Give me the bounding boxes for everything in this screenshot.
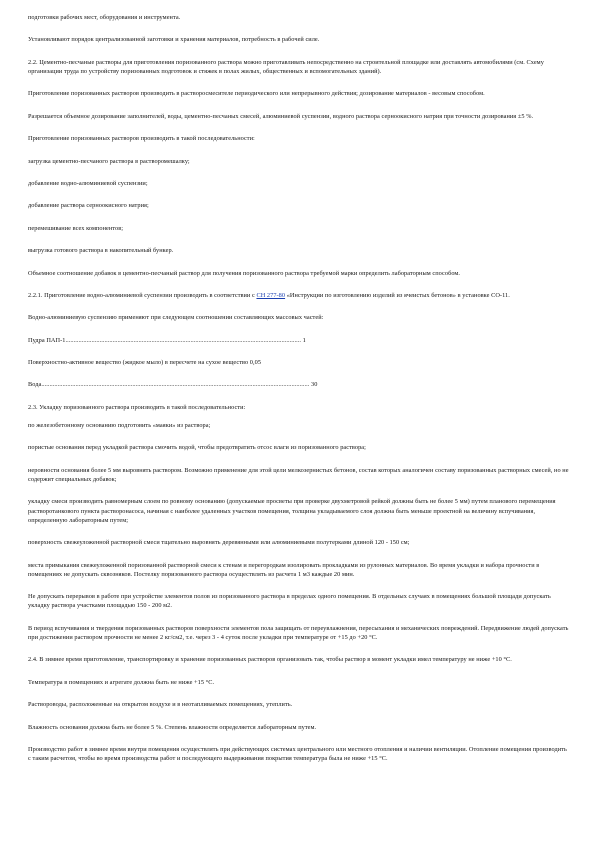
paragraph: Температура в помещениях и агрегате должна быть не ниже +15 °С.: [28, 678, 215, 686]
paragraph: Поверхностно-активное вещество (жидкое мыло) в пересчете на сухое вещество 0,05: [28, 359, 262, 367]
paragraph: 2.2. Цементно-песчаные растворы для приготовления поризованного раствора можно приготавливать непосредственно на строительной площадке или доставлять автомобилями (см. Схему организации труда по устройству поризованных подготовок и стяжек в полах жилых, общественных и вспомогательных зданий).: [28, 58, 544, 75]
paragraph: В период вспучивания и твердения поризованных растворов поверхности элементов пола защищать от переувлажнения, пересыхания и механических повреждений. Передвижение людей допускать при достижении раствором прочности не менее 2 кг/см2, т.е. через 3 - 4 суток после укладки при температуре от +15 до +20 °С.: [28, 624, 569, 641]
list-item: добавление водно-алюминиевой суспензии;: [28, 179, 148, 187]
list-item: пористые основания перед укладкой раствора смочить водой, чтобы предотвратить отсос влаги из поризованного раствора;: [28, 444, 366, 452]
list-item: загрузка цементно-песчаного раствора в растворомешалку;: [28, 157, 190, 165]
composition-row: [28, 380, 571, 389]
composition-row: [28, 336, 571, 345]
composition-label: Вода: [28, 381, 42, 389]
list-item: поверхность свежеуложенной растворной смеси тщательно выровнять деревянными или алюминиевыми полутерками длиной 120 - 150 см;: [28, 539, 410, 547]
list-item: добавление раствора серноокисного натрия;: [28, 202, 149, 210]
paragraph-text: «Инструкции по изготовлению изделий из ячеистых бетонов» в установке СО-11.: [285, 291, 510, 299]
list-item: места примыкания свежеуложенной поризованной растворной смеси к стенам и перегородкам изолировать прокладками из рулонных материалов. Во время укладки и набора прочности в помещениях не допускать сквозняков. Постелку поризованного раствора осуществлять из расчета 1 м3 каждые 20 мин.: [28, 561, 540, 578]
list-item: неровности основания более 5 мм выровнять раствором. Возможно применение для этой цели мелкозернистых бетонов, состав которых аналогичен составу поризованных растворных смесей, но не содержит специальных добавок;: [28, 466, 569, 484]
list-item: укладку смеси производить равномерным слоем по ровному основанию (допускаемые просветы при проверке двухметровой рейкой должны быть не более 5 мм) путем планового перемещения растворотанкового пункта растворонасоса, начиная с наиболее удаленных участков помещения, толщина укладываемого слоя должна быть меньше проектной на величину вспучивания, определенную лабораторным путем;: [28, 498, 556, 524]
list-item: перемешивание всех компонентов;: [28, 224, 124, 232]
paragraph: Приготовление поризованных растворов производить в растворосмесителе периодического или непрерывного действия; дозирование материалов - весовым способом.: [28, 90, 485, 98]
leader-dots: .................................................................................................................................................: [65, 336, 301, 344]
paragraph: Водно-алюминиевую суспензию применяют при следующем соотношении составляющих массовых частей:: [28, 314, 324, 322]
paragraph-with-link: [28, 291, 571, 300]
paragraph: Приготовление поризованных растворов производить в такой последовательности:: [28, 135, 255, 143]
leader-dots: .....................................................................................................................................................................: [41, 381, 310, 389]
list-item: выгрузка готового раствора в накопительный бункер.: [28, 247, 174, 255]
paragraph: Не допускать перерывов в работе при устройстве элементов полов из поризованного раствора в пределах одного помещения. В отдельных случаях в помещениях большой площади допускать укладку раствора участками площадью 150 - 200 м2.: [28, 593, 551, 610]
paragraph: подготовки рабочих мест, оборудования и инструмента.: [28, 14, 181, 21]
paragraph: 2.4. В зимнее время приготовление, транспортировку и хранение поризованных растворов организовать так, чтобы раствор в момент укладки имел температуру не ниже +10 °С.: [28, 656, 512, 664]
composition-label: Пудра ПАП-1: [28, 336, 66, 344]
composition-value: 1: [302, 336, 306, 344]
list-item: по железобетонному основанию подготовить «маяки» из раствора;: [28, 422, 211, 430]
paragraph: Раствороводы, расположенные на открытом воздухе и в неотапливаемых помещениях, утеплить.: [28, 701, 293, 709]
composition-value: 30: [311, 381, 318, 389]
sn-277-80-link[interactable]: СН 277-80: [256, 291, 286, 299]
paragraph: Установливают порядок централизованной заготовки и хранения материалов, потребность в рабочей силе.: [28, 36, 320, 44]
paragraph: Разрешается объемное дозирование заполнителей, воды, цементно-песчаных смесей, алюминиевой суспензии, водного раствора серноокисного натрия при точности дозирования ±5 %.: [28, 112, 534, 120]
paragraph: Влажность основания должна быть не более 5 %. Степень влажности определяется лабораторным путем.: [28, 723, 317, 731]
paragraph: 2.3. Укладку поризованного раствора производить в такой последовательности:: [28, 403, 246, 411]
paragraph: Производство работ в зимнее время внутри помещения осуществлять при действующих системах центрального или местного отопления и наличии вентиляции. Отопление помещения производить с таким расчетом, чтобы во время производства работ и последующего выдерживания покрытия температура была не ниже +15 °С.: [28, 745, 567, 763]
paragraph: Объемное соотношение добавок в цементно-песчаный раствор для получения поризованного раствора требуемой марки определить лабораторным способом.: [28, 269, 461, 277]
paragraph-text: 2.2.1. Приготовление водно-алюминиевой суспензии производить в соответствии с: [28, 291, 257, 299]
